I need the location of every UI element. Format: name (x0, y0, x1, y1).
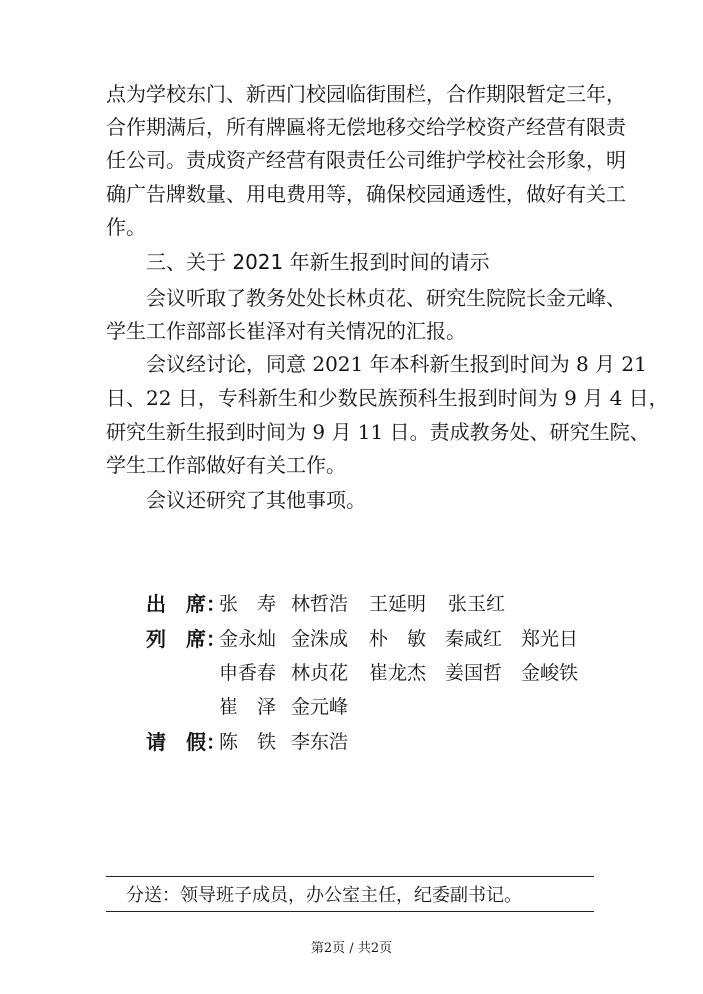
attendee-name: 林贞花 (291, 662, 349, 684)
attendee-name: 金元峰 (291, 696, 349, 718)
body-line: 任公司。责成资产经营有限责任公司维护学校社会形象，明 (106, 148, 626, 172)
body-line: 会议听取了教务处处长林贞花、研究生院院长金元峰、 (146, 286, 626, 310)
body-line: 研究生新生报到时间为 9 月 11 日。责成教务处、研究生院、 (106, 420, 650, 444)
attendee-name: 金峻铁 (521, 662, 579, 684)
body-line: 会议经讨论，同意 2021 年本科新生报到时间为 8 月 21 (146, 352, 647, 376)
section-heading: 三、关于 2021 年新生报到时间的请示 (146, 250, 490, 274)
attendee-name: 金永灿 (219, 628, 277, 650)
present-label: 出 席： (146, 592, 226, 616)
attendee-name: 秦咸红 (445, 628, 503, 650)
divider (106, 911, 594, 912)
attendee-name: 李东浩 (291, 731, 349, 753)
body-line: 确广告牌数量、用电费用等，确保校园通透性，做好有关工 (106, 182, 626, 206)
body-line: 作。 (106, 215, 146, 239)
body-line: 学生工作部做好有关工作。 (106, 453, 346, 477)
attendee-name: 崔 泽 (219, 696, 277, 718)
body-line: 合作期满后，所有牌匾将无偿地移交给学校资产经营有限责 (106, 115, 626, 139)
attendee-name: 郑光日 (521, 628, 579, 650)
attendee-name: 张玉红 (448, 593, 506, 615)
attendee-name: 陈 铁 (219, 731, 277, 753)
attendee-name: 金洙成 (291, 628, 349, 650)
attendee-name: 王延明 (369, 593, 427, 615)
leave-label: 请 假： (146, 730, 226, 754)
attendee-name: 张 寿 (219, 593, 277, 615)
attending-label: 列 席： (146, 627, 226, 651)
attendee-name: 朴 敏 (369, 628, 427, 650)
body-line: 会议还研究了其他事项。 (146, 488, 366, 512)
distribution-line: 分送：领导班子成员，办公室主任，纪委副书记。 (126, 885, 522, 906)
body-line: 日、22 日，专科新生和少数民族预科生报到时间为 9 月 4 日， (106, 386, 669, 410)
attendee-name: 崔龙杰 (369, 662, 427, 684)
divider (106, 876, 594, 877)
attendee-name: 林哲浩 (291, 593, 349, 615)
page-number: 第2页 / 共2页 (310, 941, 393, 956)
body-line: 点为学校东门、新西门校园临街围栏，合作期限暂定三年， (106, 82, 626, 106)
attendee-name: 姜国哲 (445, 662, 503, 684)
body-line: 学生工作部部长崔泽对有关情况的汇报。 (106, 319, 466, 343)
attendee-name: 申香春 (219, 662, 277, 684)
